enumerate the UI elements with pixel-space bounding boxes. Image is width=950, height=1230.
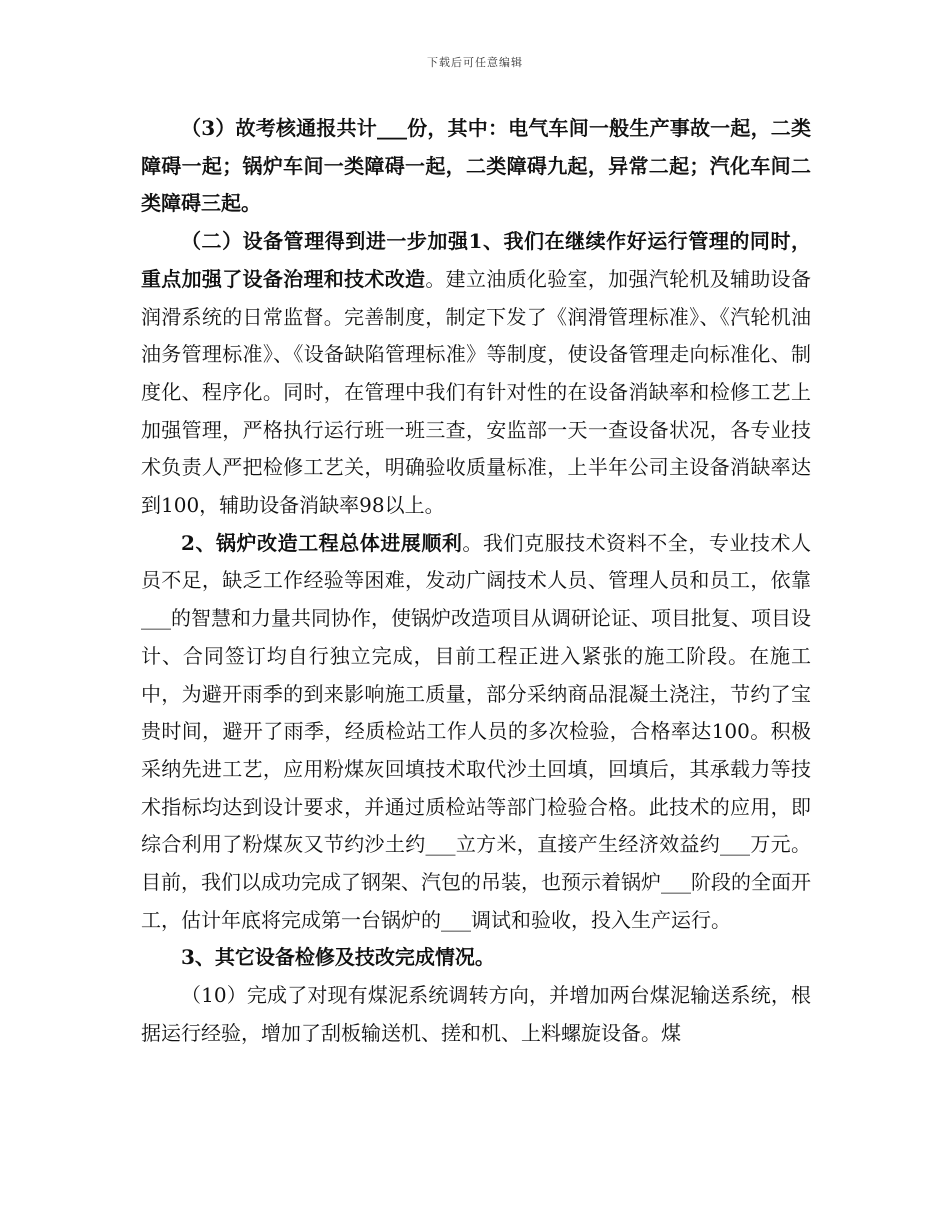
paragraph-accident-report: （3）故考核通报共计___份，其中：电气车间一般生产事故一起，二类障碍一起；锅炉车间一类障碍一起，二类障碍九起，异常二起；汽化车间二类障碍三起。 xyxy=(141,116,811,216)
boiler-renovation-heading: 2、锅炉改造工程总体进展顺利 xyxy=(181,530,463,555)
equipment-management-text: 。建立油质化验室，加强汽轮机及辅助设备润滑系统的日常监督。完善制度，制定下发了《润滑管理标准》、《汽轮机油油务管理标准》、《设备缺陷管理标准》等制度，使设备管理走向标准化、制度化、程序化。同时，在管理中我们有针对性的在设备消缺率和检修工艺上加强管理，严格执行运行班一班三查，安监部一天一查设备状况，各专业技术负责人严把检修工艺关，明确验收质量标准，上半年公司主设备消缺率达到100，辅助设备消缺率98以上。 xyxy=(141,266,811,518)
paragraph-slime-system: （10）完成了对现有煤泥系统调转方向，并增加两台煤泥输送系统，根据运行经验，增加了刮板输送机、搓和机、上料螺旋设备。煤 xyxy=(141,983,811,1045)
document-body xyxy=(141,110,811,1053)
page-header: 下载后可任意编辑 xyxy=(427,56,523,69)
equipment-management-heading: （二）设备管理得到进一步加强1、我们在继续作好运行管理的同时，重点加强了设备治理和技术改造 xyxy=(141,229,811,291)
paragraph-equipment-management xyxy=(141,223,811,525)
paragraph-other-equipment-heading: 3、其它设备检修及技改完成情况。 xyxy=(181,945,495,970)
paragraph-boiler-renovation xyxy=(141,525,811,940)
boiler-renovation-text: 。我们克服技术资料不全，专业技术人员不足，缺乏工作经验等困难，发动广阔技术人员、管理人员和员工，依靠___的智慧和力量共同协作，使锅炉改造项目从调研论证、项目批复、项目设计、合同签订均自行独立完成，目前工程正进入紧张的施工阶段。在施工中，为避开雨季的到来影响施工质量，部分采纳商品混凝土浇注，节约了宝贵时间，避开了雨季，经质检站工作人员的多次检验，合格率达100。积极采纳先进工艺，应用粉煤灰回填技术取代沙土回填，回填后，其承载力等技术指标均达到设计要求，并通过质检站等部门检验合格。此技术的应用，即综合利用了粉煤灰又节约沙土约___立方米，直接产生经济效益约___万元。目前，我们以成功完成了钢架、汽包的吊装，也预示着锅炉___阶段的全面开工，估计年底将完成第一台锅炉的___调试和验收，投入生产运行。 xyxy=(141,530,811,932)
